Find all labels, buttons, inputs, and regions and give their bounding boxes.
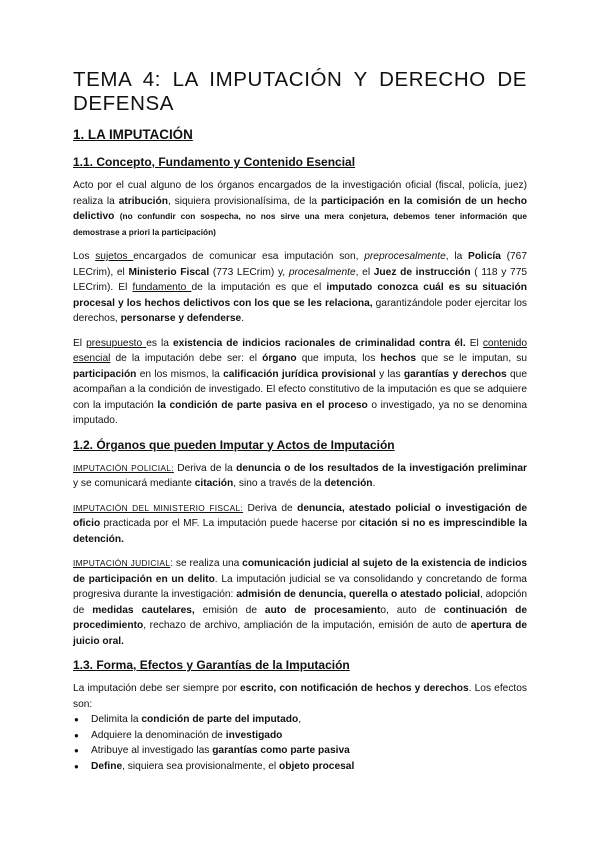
subsection-heading: 1.3. Forma, Efectos y Garantías de la Imputación xyxy=(73,658,350,672)
list-item: ● Delimita la condición de parte del imputado, xyxy=(91,712,527,728)
section-heading: 1. LA IMPUTACIÓN xyxy=(73,127,193,142)
effects-list xyxy=(73,712,527,774)
paragraph: Acto por el cual alguno de los órganos encargados de la investigación oficial (fiscal, policía, juez) realiza la atribución, siquiera provisionalísima, de la participación en la comisión de un hecho delictivo (no confundir con sospecha, no nos sirve una mera conjetura, debemos tener información que demostrase a priori la participación) xyxy=(73,180,528,237)
subsection-heading: 1.2. Órganos que pueden Imputar y Actos de Imputación xyxy=(73,437,395,452)
list-item: ● Adquiere la denominación de investigado xyxy=(91,728,527,744)
paragraph: Los sujetos encargados de comunicar esa imputación son, preprocesalmente, la Policía (767 LECrim), el Ministerio Fiscal (773 LECrim) y, procesalmente, el Juez de instrucción ( 118 y 775 LECrim). El fundamento de la imputación es que el imputado conozca cuál es su situación procesal y los hechos delictivos con los que se les relaciona, garantizándole poder ejercitar los derechos, personarse y defenderse. xyxy=(73,251,528,324)
list-item: ● Define, siquiera sea provisionalmente, el objeto procesal xyxy=(91,759,527,775)
paragraph: IMPUTACIÓN POLICIAL: Deriva de la denuncia o de los resultados de la investigación preliminar y se comunicará mediante citación, sino a través de la detención. xyxy=(73,462,527,489)
document-page xyxy=(73,68,527,774)
document-title: TEMA 4: LA IMPUTACIÓN Y DERECHO DE DEFENSA xyxy=(73,68,527,115)
paragraph: El presupuesto es la existencia de indicios racionales de criminalidad contra él. El contenido esencial de la imputación debe ser: el órgano que imputa, los hechos que se le imputan, su participación en los mismos, la calificación jurídica provisional y las garantías y derechos que acompañan a la condición de investigado. El efecto constitutivo de la imputación es que se adquiere con la imputación la condición de parte pasiva en el proceso o investigado, ya no se denomina imputado. xyxy=(73,337,528,426)
list-item: ● Atribuye al investigado las garantías como parte pasiva xyxy=(91,743,527,759)
paragraph: IMPUTACIÓN DEL MINISTERIO FISCAL: Deriva de denuncia, atestado policial o investigación de oficio practicada por el MF. La imputación puede hacerse por citación si no es imprescindible la detención. xyxy=(73,502,527,545)
paragraph: IMPUTACIÓN JUDICIAL: se realiza una comunicación judicial al sujeto de la existencia de indicios de participación en un delito. La imputación judicial se va consolidando y concretando de forma progresiva durante la investigación: admisión de denuncia, querella o atestado policial, adopción de medidas cautelares, emisión de auto de procesamiento, auto de continuación de procedimiento, rechazo de archivo, ampliación de la imputación, emisión de auto de apertura de juicio oral. xyxy=(73,558,528,647)
paragraph: La imputación debe ser siempre por escrito, con notificación de hechos y derechos. Los efectos son: xyxy=(73,683,528,710)
subsection-heading: 1.1. Concepto, Fundamento y Contenido Esencial xyxy=(73,155,356,169)
